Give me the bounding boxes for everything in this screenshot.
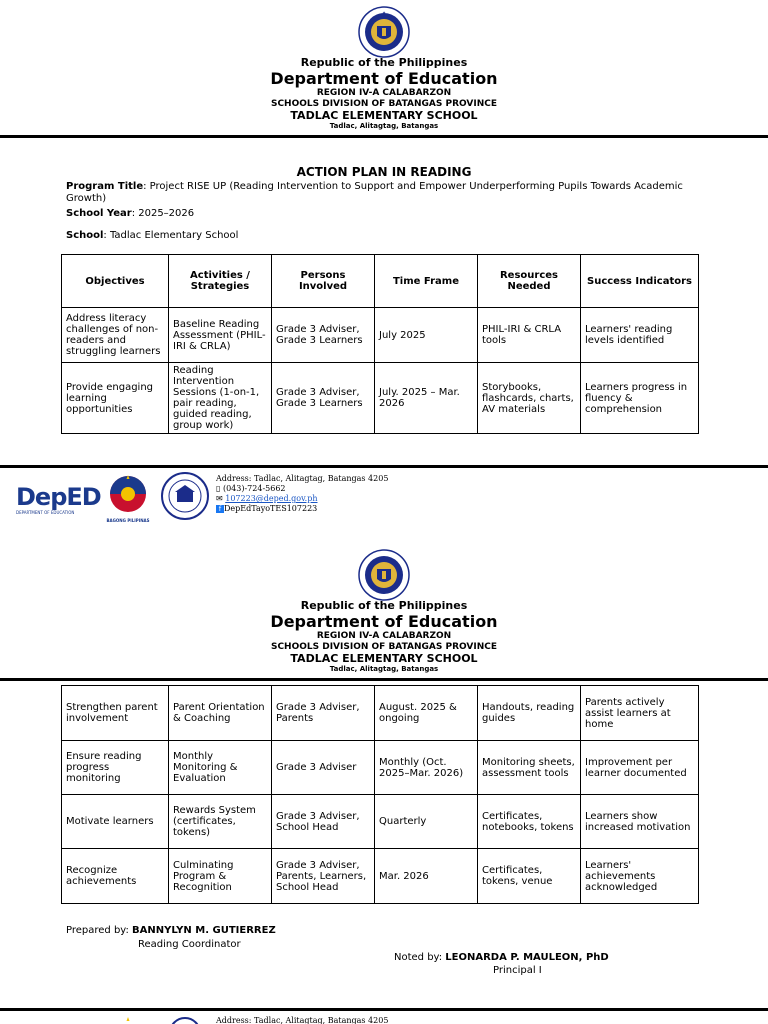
prepared-label: Prepared by: (66, 925, 133, 936)
division-text: SCHOOLS DIVISION OF BATANGAS PROVINCE (270, 99, 498, 109)
table-cell: Grade 3 Adviser (272, 741, 375, 795)
deped-seal-icon (358, 549, 410, 601)
footer-address-partial: Address: Tadlac, Alitagtag, Batangas 4205 (216, 1016, 389, 1024)
footer-phone-row (216, 484, 388, 494)
republic-text: Republic of the Philippines (300, 56, 468, 69)
department-title: Department of Education (270, 69, 498, 88)
bagong-pilipinas-icon (100, 1015, 156, 1024)
table-row (62, 849, 699, 904)
division-text: SCHOOLS DIVISION OF BATANGAS PROVINCE (270, 642, 498, 652)
prepared-by-line (66, 925, 276, 936)
table-row (62, 363, 699, 434)
school-year-line (66, 208, 706, 220)
noted-label: Noted by: (394, 952, 446, 963)
school-seal-icon (161, 472, 209, 520)
col-resources: Resources Needed (478, 255, 581, 308)
deped-logo-text: DepED (16, 483, 101, 511)
footer-address: Address: Tadlac, Alitagtag, Batangas 4205 (216, 474, 389, 483)
table-cell: Certificates, notebooks, tokens (478, 795, 581, 849)
page2-footer-partial (0, 1013, 768, 1024)
prepared-title: Reading Coordinator (138, 939, 241, 950)
footer-email-row (216, 494, 388, 504)
school-address: Tadlac, Alitagtag, Batangas (329, 665, 439, 673)
footer-phone: (043)-724-5662 (222, 484, 286, 493)
table-cell: Rewards System (certificates, tokens) (169, 795, 272, 849)
program-title-line (66, 181, 706, 205)
prepared-name: BANNYLYN M. GUTIERREZ (132, 925, 276, 936)
facebook-icon: f (216, 505, 224, 513)
program-value: : Project RISE UP (Reading Intervention to Support and Empower Underperforming Pupils Towards Academic Growth) (66, 181, 683, 204)
action-plan-table-page1 (61, 254, 699, 434)
svg-text:★: ★ (382, 10, 386, 15)
school-value: : Tadlac Elementary School (103, 230, 239, 241)
table-cell: Learners progress in fluency & comprehension (581, 363, 699, 434)
footer-divider (0, 1008, 768, 1011)
bagong-pilipinas-icon (100, 472, 156, 514)
table-row (62, 686, 699, 741)
region-text: REGION IV-A CALABARZON (316, 631, 452, 641)
table-cell: Learners' reading levels identified (581, 308, 699, 363)
deped-logo (16, 483, 101, 515)
table-cell: August. 2025 & ongoing (375, 686, 478, 741)
school-seal-icon (168, 1016, 202, 1024)
header-divider (0, 678, 768, 681)
school-address: Tadlac, Alitagtag, Batangas (329, 122, 439, 130)
table-cell: Learners show increased motivation (581, 795, 699, 849)
table-cell: Provide engaging learning opportunities (62, 363, 169, 434)
table-cell: Grade 3 Adviser, Parents, Learners, School Head (272, 849, 375, 904)
program-label: Program Title (66, 181, 144, 192)
table-cell: July 2025 (375, 308, 478, 363)
table-cell: Parent Orientation & Coaching (169, 686, 272, 741)
table-cell: Ensure reading progress monitoring (62, 741, 169, 795)
table-cell: Culminating Program & Recognition (169, 849, 272, 904)
table-cell: Monthly Monitoring & Evaluation (169, 741, 272, 795)
noted-name: LEONARDA P. MAULEON, PhD (445, 952, 609, 963)
deped-logo-sub: DEPARTMENT OF EDUCATION (16, 510, 75, 515)
table-header-row (62, 255, 699, 308)
table-row (62, 308, 699, 363)
table-cell: Storybooks, flashcards, charts, AV materials (478, 363, 581, 434)
table-cell: PHIL-IRI & CRLA tools (478, 308, 581, 363)
table-cell: July. 2025 – Mar. 2026 (375, 363, 478, 434)
table-cell: Baseline Reading Assessment (PHIL-IRI & CRLA) (169, 308, 272, 363)
footer-divider (0, 465, 768, 468)
header-divider (0, 135, 768, 138)
table-cell: Monitoring sheets, assessment tools (478, 741, 581, 795)
table-cell: Address literacy challenges of non-readers and struggling learners (62, 308, 169, 363)
col-objectives: Objectives (62, 255, 169, 308)
republic-text: Republic of the Philippines (300, 599, 468, 612)
bagong-pilipinas-logo (100, 472, 156, 524)
table-cell: Grade 3 Adviser, Grade 3 Learners (272, 363, 375, 434)
table-cell: Motivate learners (62, 795, 169, 849)
table-cell: Improvement per learner documented (581, 741, 699, 795)
col-time-frame: Time Frame (375, 255, 478, 308)
table-row (62, 741, 699, 795)
region-text: REGION IV-A CALABARZON (316, 88, 452, 98)
school-label: School (66, 230, 104, 241)
plan-title: ACTION PLAN IN READING (296, 165, 472, 179)
table-row (62, 795, 699, 849)
table-cell: Learners' achievements acknowledged (581, 849, 699, 904)
deped-seal-icon (358, 6, 410, 58)
table-cell: Handouts, reading guides (478, 686, 581, 741)
action-plan-table-page2 (61, 685, 699, 904)
table-cell: Certificates, tokens, venue (478, 849, 581, 904)
school-year-value: : 2025–2026 (131, 208, 195, 219)
col-activities: Activities / Strategies (169, 255, 272, 308)
table-cell: Parents actively assist learners at home (581, 686, 699, 741)
footer-facebook-row (216, 504, 388, 514)
col-persons: Persons Involved (272, 255, 375, 308)
table-cell: Grade 3 Adviser, School Head (272, 795, 375, 849)
table-cell: Grade 3 Adviser, Grade 3 Learners (272, 308, 375, 363)
table-cell: Strengthen parent involvement (62, 686, 169, 741)
col-indicators: Success Indicators (581, 255, 699, 308)
table-cell: Monthly (Oct. 2025–Mar. 2026) (375, 741, 478, 795)
noted-title: Principal I (493, 965, 542, 976)
mail-icon: ✉ (216, 494, 226, 503)
school-year-label: School Year (66, 208, 132, 219)
school-line (66, 230, 706, 242)
table-cell: Grade 3 Adviser, Parents (272, 686, 375, 741)
bagong-label: BAGONG PILIPINAS (106, 518, 150, 523)
footer-contact (216, 474, 388, 514)
page1-footer (0, 470, 768, 530)
table-cell: Mar. 2026 (375, 849, 478, 904)
footer-email-link[interactable]: 107223@deped.gov.ph (225, 494, 318, 503)
school-name: TADLAC ELEMENTARY SCHOOL (290, 109, 478, 122)
noted-by-line (394, 952, 609, 963)
table-cell: Recognize achievements (62, 849, 169, 904)
table-cell: Reading Intervention Sessions (1-on-1, pair reading, guided reading, group work) (169, 363, 272, 434)
footer-facebook: DepEdTayoTES107223 (224, 504, 318, 513)
school-name: TADLAC ELEMENTARY SCHOOL (290, 652, 478, 665)
table-cell: Quarterly (375, 795, 478, 849)
department-title: Department of Education (270, 612, 498, 631)
phone-icon: ▯ (216, 484, 223, 493)
